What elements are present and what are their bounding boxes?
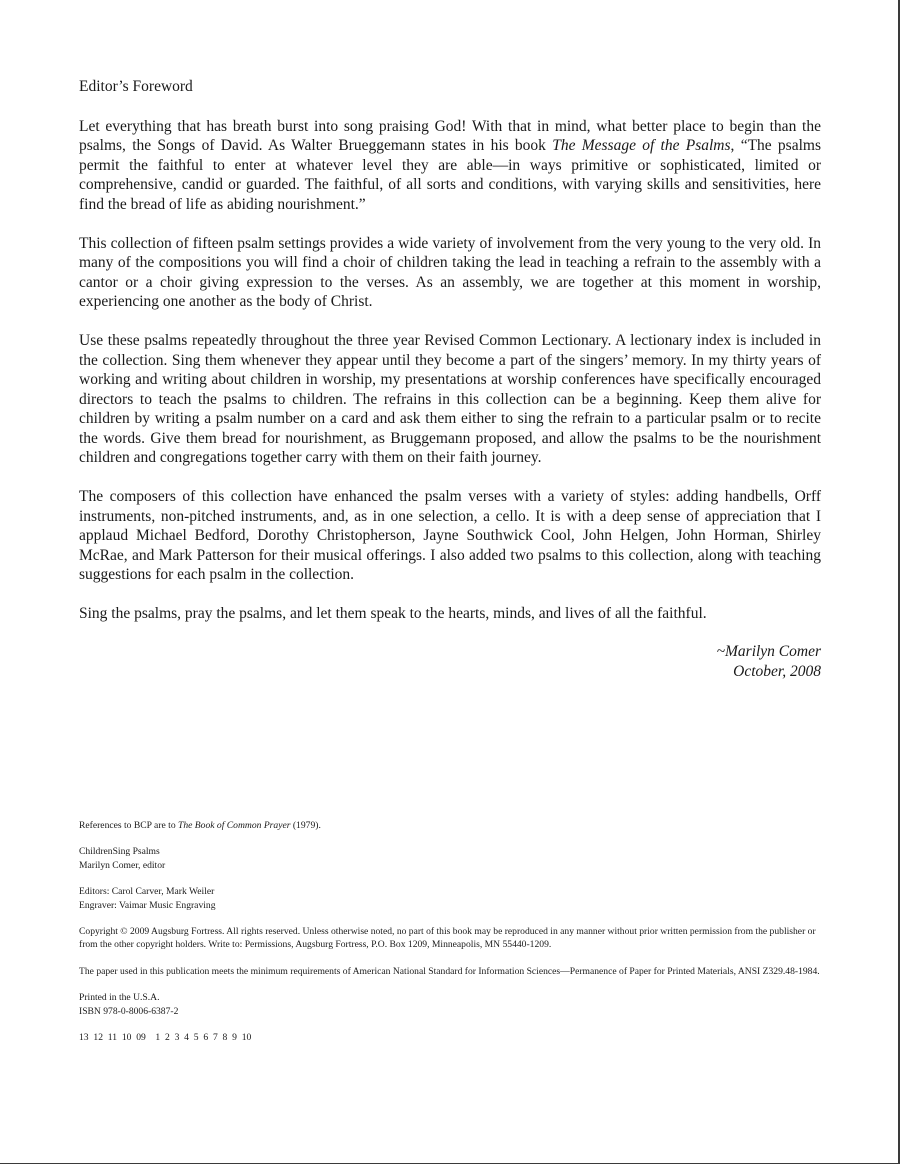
paper-notice: The paper used in this publication meets the minimum requirements of American National Standard for Information Sciences—Permanence of Paper for Printed Materials, ANSI Z329.48-1984. (79, 965, 820, 977)
foreword-section (79, 77, 821, 682)
book-credit (79, 845, 821, 872)
signature-name: ~Marilyn Comer (716, 643, 821, 660)
book-title-line: ChildrenSing Psalms (79, 846, 160, 858)
bcp-reference (79, 819, 821, 832)
colophon (79, 819, 821, 1057)
foreword-title: Editor’s Foreword (79, 78, 193, 95)
paragraph-5: Sing the psalms, pray the psalms, and let them speak to the hearts, minds, and lives of all the faithful. (79, 605, 707, 622)
paragraph-4: The composers of this collection have enhanced the psalm verses with a variety of styles: adding handbells, Orff instruments, non-pitched instruments, and, as in one selection, a cello. It is with a deep sense of appreciation that I applaud Michael Bedford, Dorothy Christopherson, Jayne Southwick Cool, John Helgen, John Horman, Shirley McRae, and Mark Patterson for their musical offerings. I also added two psalms to this collection, along with teaching suggestions for each psalm in the collection. (79, 488, 821, 583)
paragraph-1 (79, 117, 821, 215)
paragraph-1-before: Let everything that has breath burst into song praising God! With that in mind, what better place to begin than the psalms, the Songs of David. As Walter Brueggemann states in his book (79, 117, 821, 154)
signature-date: October, 2008 (733, 663, 821, 680)
book-editor-line: Marilyn Comer, editor (79, 859, 166, 871)
copyright-notice: Copyright © 2009 Augsburg Fortress. All rights reserved. Unless otherwise noted, no part of this book may be reproduced in any manner without prior written permission from the publisher or from the other copyright holders. Write to: Permissions, Augsburg Fortress, P.O. Box 1209, Minneapolis, MN 55440-1209. (79, 926, 816, 951)
foreword-body (79, 117, 821, 624)
bcp-title: The Book of Common Prayer (178, 820, 291, 831)
isbn-line: ISBN 978-0-8006-6387-2 (79, 1005, 179, 1017)
book-title: The Message of the Psalms (552, 137, 731, 154)
paragraph-3: Use these psalms repeatedly throughout the three year Revised Common Lectionary. A lectionary index is included in the collection. Sing them whenever they appear until they become a part of the singers’ memory. In my thirty years of working and writing about children in worship, my presentations at worship conferences have specifically encouraged directors to teach the psalms to children. The refrains in this collection can be a beginning. Keep them alive for children by writing a psalm number on a card and ask them either to sing the refrain to a particular psalm or to recite the words. Give them bread for nourishment, as Bruggemann proposed, and allow the psalms to be the nourishment children and congregations together carry with them on their faith journey. (79, 332, 821, 466)
bcp-before: References to BCP are to (79, 820, 179, 831)
signature (79, 642, 821, 682)
paragraph-1-after: , “The psalms permit the faithful to enter at whatever level they are able—in ways primitive or sophisticated, limited or comprehensive, candid or guarded. The faithful, of all sorts and conditions, with varying skills and sensitivities, here find the bread of life as abiding nourishment.” (79, 137, 821, 213)
bcp-after: (1979). (290, 820, 321, 831)
staff-credit (79, 885, 821, 912)
printed-line: Printed in the U.S.A. (79, 992, 160, 1004)
printing-line: 13 12 11 10 09 1 2 3 4 5 6 7 8 9 10 (79, 1032, 252, 1044)
print-info (79, 991, 821, 1018)
engraver-line: Engraver: Vaimar Music Engraving (79, 899, 216, 911)
editors-line: Editors: Carol Carver, Mark Weiler (79, 886, 215, 898)
paragraph-2: This collection of fifteen psalm settings provides a wide variety of involvement from the very young to the very old. In many of the compositions you will find a choir of children taking the lead in teaching a refrain to the assembly with a cantor or a choir giving expression to the verses. As an assembly, we are together at this moment in worship, experiencing one another as the body of Christ. (79, 234, 821, 310)
